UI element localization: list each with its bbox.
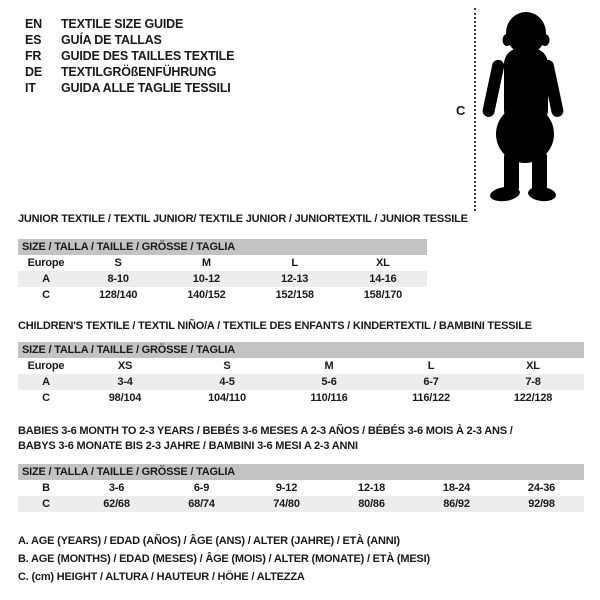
measure-legend [18, 532, 430, 586]
size-cell: 9-12 [275, 482, 298, 494]
size-cell: S [114, 257, 122, 269]
size-header-bar: SIZE / TALLA / TAILLE / GRÖSSE / TAGLIA [18, 239, 427, 255]
size-cell: 68/74 [188, 498, 215, 510]
section-babies-textile [18, 424, 584, 512]
size-cell: 5-6 [321, 376, 337, 388]
table-row [18, 496, 584, 512]
size-header-bar: SIZE / TALLA / TAILLE / GRÖSSE / TAGLIA [18, 464, 584, 480]
height-measure-dotted-line [474, 8, 476, 211]
size-cell: 6-7 [423, 376, 439, 388]
language-row [25, 64, 234, 80]
row-label: C [42, 289, 50, 301]
size-cell: 4-5 [219, 376, 235, 388]
size-cell: 80/86 [358, 498, 385, 510]
size-cell: 98/104 [108, 392, 142, 404]
table-row [18, 271, 427, 287]
section-junior-textile [18, 212, 468, 303]
table-row [18, 374, 584, 390]
language-row [25, 32, 234, 48]
language-title: TEXTILGRÖßENFÜHRUNG [61, 65, 217, 79]
size-cell: 6-9 [193, 482, 210, 494]
height-measure-label: C [456, 103, 466, 118]
language-code: ES [25, 33, 42, 47]
size-table [18, 255, 427, 303]
language-list [25, 16, 234, 96]
language-row [25, 80, 234, 96]
size-cell: 12-13 [281, 273, 309, 285]
table-row [18, 358, 584, 374]
language-row [25, 48, 234, 64]
language-code: FR [25, 49, 42, 63]
language-code: EN [25, 17, 42, 31]
row-label: B [42, 482, 50, 494]
size-cell: 86/92 [443, 498, 470, 510]
legend-line: A. AGE (YEARS) / EDAD (AÑOS) / ÂGE (ANS) / ALTER (JAHRE) / ETÀ (ANNI) [18, 535, 400, 547]
language-title: GUÍA DE TALLAS [61, 33, 162, 47]
size-cell: 3-4 [117, 376, 133, 388]
size-cell: 62/68 [103, 498, 130, 510]
section-title-line: BABYS 3-6 MONATE BIS 2-3 JAHRE / BAMBINI 3-6 MESI A 2-3 ANNI [18, 440, 358, 452]
size-cell: 7-8 [525, 376, 541, 388]
row-label: Europe [27, 360, 65, 372]
size-cell: 12-18 [357, 482, 386, 494]
size-cell: L [291, 257, 298, 269]
row-label: C [42, 392, 50, 404]
section-childrens-textile [18, 319, 584, 406]
language-code: IT [25, 81, 36, 95]
section-title [18, 424, 584, 454]
size-table [18, 480, 584, 512]
size-cell: 140/152 [187, 289, 226, 301]
size-cell: 74/80 [273, 498, 300, 510]
section-title [18, 212, 468, 226]
size-cell: 116/122 [412, 392, 450, 404]
table-row [18, 480, 584, 496]
size-cell: 122/128 [513, 392, 553, 404]
size-cell: M [201, 257, 211, 269]
size-table [18, 358, 584, 406]
size-cell: 158/170 [363, 289, 403, 301]
size-cell: 104/110 [208, 392, 246, 404]
size-cell: 110/116 [310, 392, 348, 404]
section-title-line: CHILDREN'S TEXTILE / TEXTIL NIÑO/A / TEXTILE DES ENFANTS / KINDERTEXTIL / BAMBINI TESSILE [18, 320, 532, 332]
size-cell: 24-36 [527, 482, 556, 494]
row-label: Europe [27, 257, 65, 269]
size-cell: XL [376, 257, 390, 269]
size-cell: 92/98 [528, 498, 555, 510]
size-cell: 18-24 [442, 482, 471, 494]
size-header-bar: SIZE / TALLA / TAILLE / GRÖSSE / TAGLIA [18, 342, 584, 358]
size-cell: 8-10 [107, 273, 129, 285]
table-row [18, 287, 427, 303]
language-code: DE [25, 65, 42, 79]
section-title-line: JUNIOR TEXTILE / TEXTIL JUNIOR/ TEXTILE JUNIOR / JUNIORTEXTIL / JUNIOR TESSILE [18, 213, 468, 225]
language-title: TEXTILE SIZE GUIDE [61, 17, 184, 31]
size-cell: 14-16 [369, 273, 397, 285]
row-label: C [42, 498, 50, 510]
language-title: GUIDE DES TAILLES TEXTILE [61, 49, 235, 63]
table-row [18, 390, 584, 406]
size-cell: 10-12 [192, 273, 220, 285]
size-cell: S [223, 360, 231, 372]
size-cell: L [427, 360, 435, 372]
row-label: A [42, 376, 50, 388]
size-cell: 152/158 [275, 289, 314, 301]
section-title [18, 319, 584, 333]
legend-line: B. AGE (MONTHS) / EDAD (MESES) / ÂGE (MOIS) / ALTER (MONATE) / ETÀ (MESI) [18, 553, 430, 565]
legend-line: C. (cm) HEIGHT / ALTURA / HAUTEUR / HÖHE / ALTEZZA [18, 571, 305, 583]
size-cell: 128/140 [98, 289, 138, 301]
table-row [18, 255, 427, 271]
size-cell: XL [526, 360, 540, 372]
size-cell: M [324, 360, 334, 372]
size-cell: XS [117, 360, 133, 372]
section-title-line: BABIES 3-6 MONTH TO 2-3 YEARS / BEBÉS 3-6 MESES A 2-3 AÑOS / BÉBÉS 3-6 MOIS À 2-3 ANS / [18, 425, 513, 437]
baby-silhouette-icon [480, 10, 566, 204]
size-cell: 3-6 [108, 482, 125, 494]
row-label: A [42, 273, 50, 285]
language-title: GUIDA ALLE TAGLIE TESSILI [61, 81, 231, 95]
language-row [25, 16, 234, 32]
